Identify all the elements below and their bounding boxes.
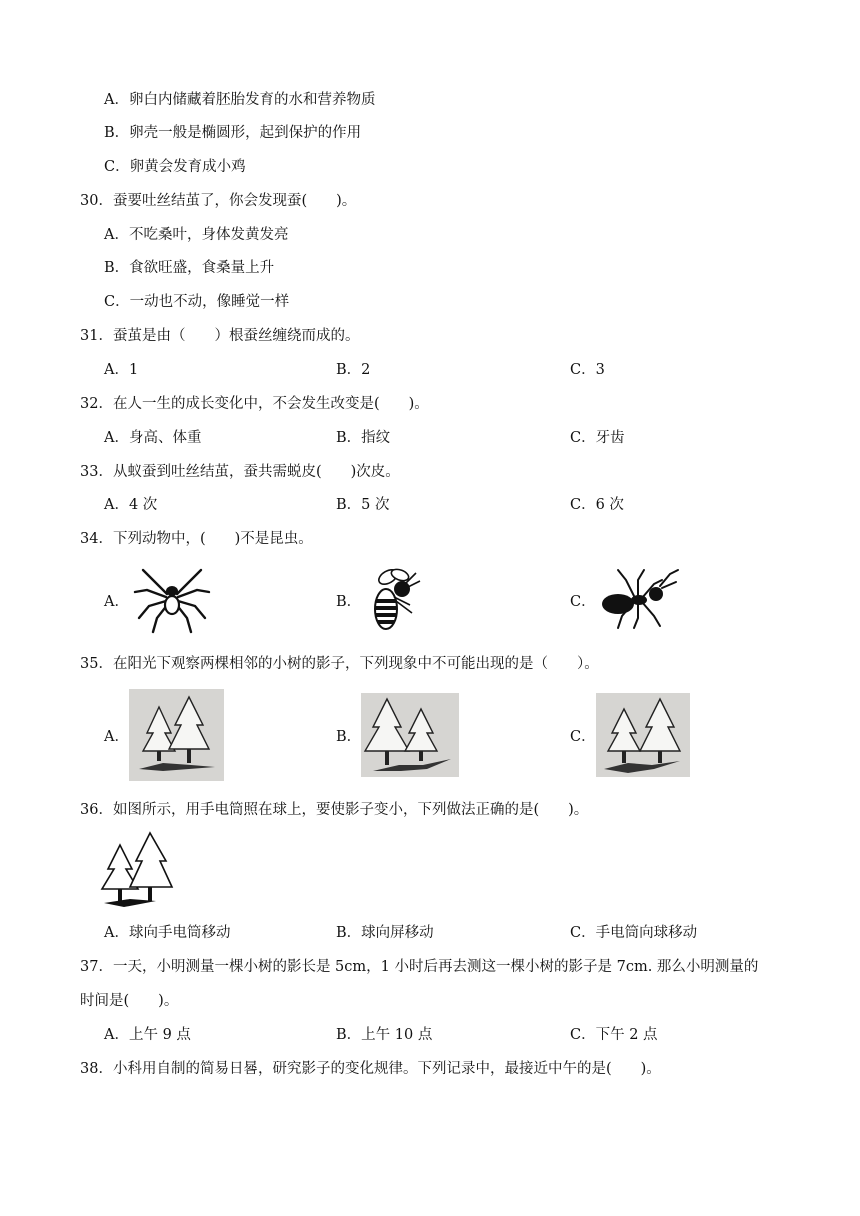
trees-image-c [596,693,690,777]
q35-stem: 35．在阳光下观察两棵相邻的小树的影子，下列现象中不可能出现的是（ ）。 [80,656,599,672]
q37-stem-line1: 37．一天，小明测量一棵小树的影长是 5cm，1 小时后再去测这一棵小树的影子是 7cm. 那么小明测量的 [80,959,759,975]
q31-option-a: A．1 [104,362,139,378]
q38-stem: 38．小科用自制的简易日晷，研究影子的变化规律。下列记录中，最接近中午的是( )。 [80,1061,661,1077]
trees-image-a [129,689,224,781]
q32-stem: 32．在人一生的成长变化中，不会发生改变是( )。 [80,396,429,412]
q36-stem: 36．如图所示，用手电筒照在球上，要使影子变小，下列做法正确的是( )。 [80,802,589,818]
spider-image [133,566,211,636]
trees-image [100,829,176,909]
q33-option-b: B．5 次 [336,497,390,513]
q32-option-b: B．指纹 [336,430,391,446]
q30-stem: 30．蚕要吐丝结茧了，你会发现蚕( )。 [80,193,357,209]
q31-option-b: B．2 [336,362,371,378]
q37-stem-line2: 时间是( )。 [80,993,179,1009]
q35-option-b: B． [336,729,362,745]
trees-image-b [361,693,459,777]
q29-option-a: A．卵白内储藏着胚胎发育的水和营养物质 [104,92,376,108]
q36-option-a: A．球向手电筒移动 [104,925,231,941]
q30-option-c: C．一动也不动，像睡觉一样 [104,294,290,310]
q33-option-c: C．6 次 [570,497,624,513]
q29-option-b: B．卵壳一般是椭圆形，起到保护的作用 [104,125,362,141]
q34-option-b: B． [336,594,362,610]
q37-option-b: B．上午 10 点 [336,1027,433,1043]
bee-image [364,563,424,635]
q33-stem: 33．从蚁蚕到吐丝结茧，蚕共需蜕皮( )次皮。 [80,464,400,480]
q31-stem: 31．蚕茧是由（ ）根蚕丝缠绕而成的。 [80,328,360,344]
q32-option-a: A．身高、体重 [104,430,202,446]
q34-stem: 34．下列动物中，( )不是昆虫。 [80,531,313,547]
q29-option-c: C．卵黄会发育成小鸡 [104,159,246,175]
q37-option-c: C．下午 2 点 [570,1027,658,1043]
q36-option-c: C．手电筒向球移动 [570,925,698,941]
q36-option-b: B．球向屏移动 [336,925,434,941]
q37-option-a: A．上午 9 点 [104,1027,191,1043]
q31-option-c: C．3 [570,362,605,378]
q32-option-c: C．牙齿 [570,430,625,446]
q30-option-b: B．食欲旺盛，食桑量上升 [104,260,275,276]
q34-option-a: A． [104,594,129,610]
ant-image [598,566,680,630]
q30-option-a: A．不吃桑叶，身体发黄发亮 [104,227,289,243]
q35-option-a: A． [104,729,129,745]
q35-option-c: C． [570,729,596,745]
q33-option-a: A．4 次 [104,497,158,513]
q34-option-c: C． [570,594,596,610]
